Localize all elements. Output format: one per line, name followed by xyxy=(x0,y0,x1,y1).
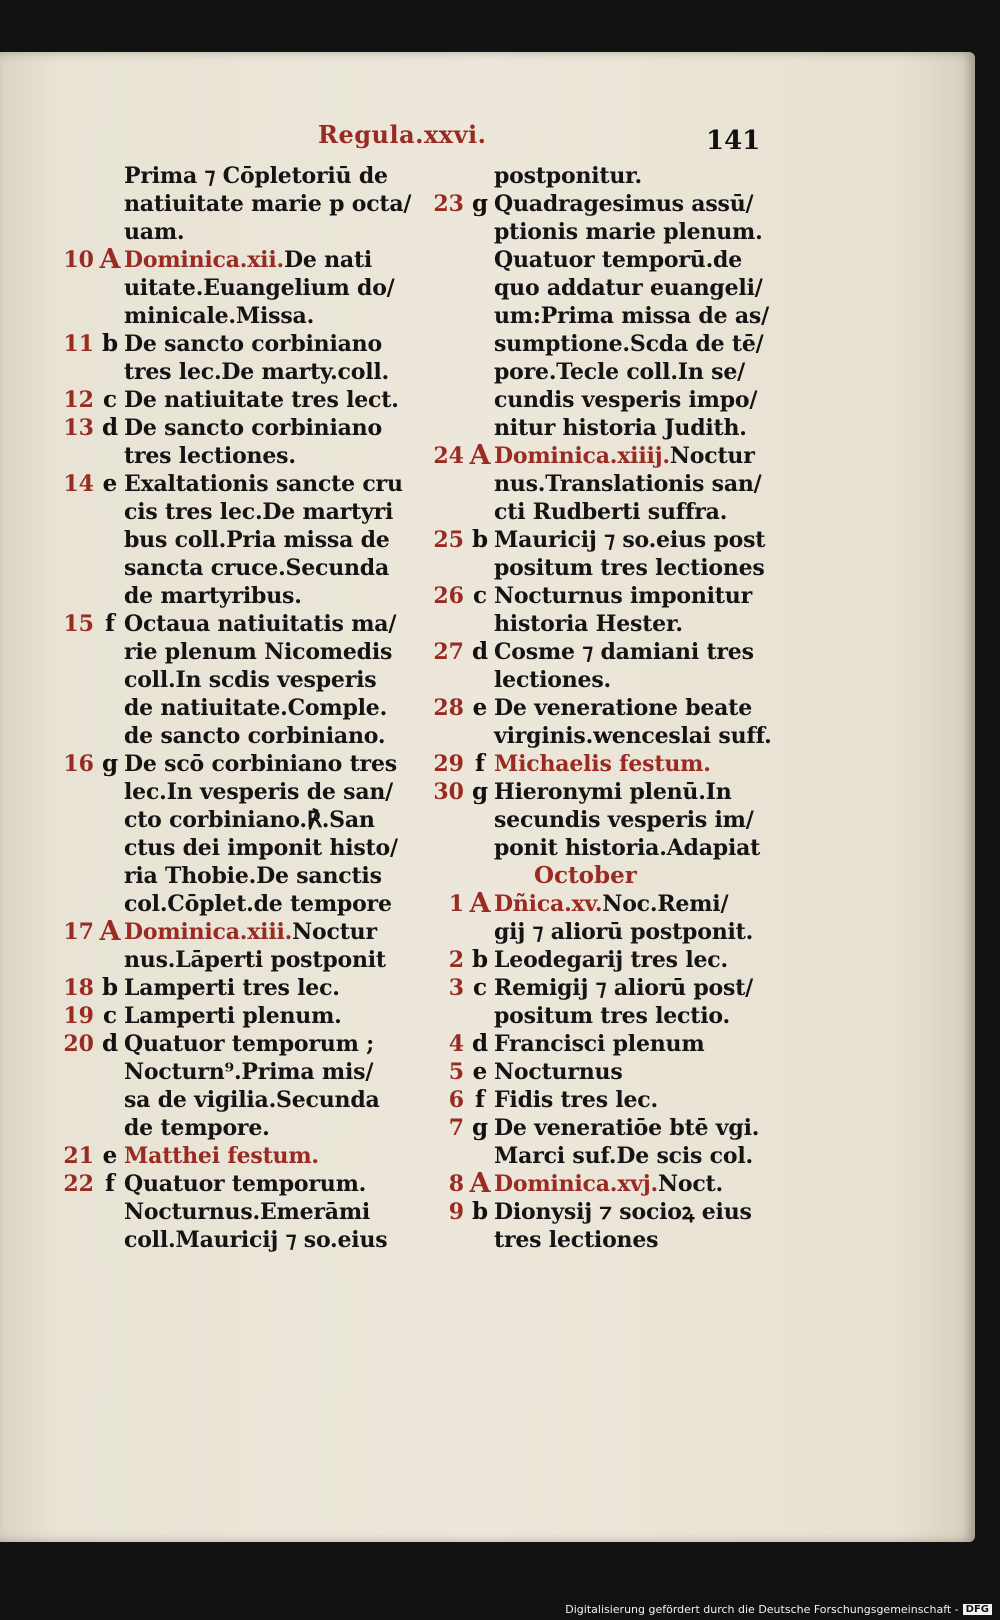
calendar-entry xyxy=(40,1002,410,1030)
entry-line: lec.In vesperis de san/ xyxy=(124,779,394,805)
entry-line: pore.Tecle coll.In se/ xyxy=(494,359,745,385)
day-number: 1 xyxy=(448,891,464,917)
day-number: 19 xyxy=(63,1003,94,1029)
day-number: 11 xyxy=(63,331,94,357)
entry-line: nus.Translationis san/ xyxy=(494,471,762,497)
day-number: 27 xyxy=(433,639,464,665)
calendar-entry xyxy=(40,750,410,918)
dominical-letter: g xyxy=(471,778,489,805)
calendar-entry xyxy=(40,162,410,246)
day-number: 10 xyxy=(63,247,94,273)
entry-line: positum tres lectio. xyxy=(494,1003,730,1029)
entry-line: de natiuitate.Comple. xyxy=(124,695,388,721)
entry-line: tres lectiones xyxy=(494,1227,659,1253)
day-number: 20 xyxy=(63,1031,94,1057)
day-number: 21 xyxy=(63,1143,94,1169)
right-column xyxy=(410,162,780,1254)
calendar-entry xyxy=(410,750,780,778)
entry-line: positum tres lectiones xyxy=(494,555,765,581)
entry-line: ria Thobie.De sanctis xyxy=(124,863,382,889)
dominical-letter: A xyxy=(469,888,491,919)
entry-line: cti Rudberti suffra. xyxy=(494,499,728,525)
entry-line: Exaltationis sancte cru xyxy=(124,471,403,497)
calendar-entry xyxy=(410,1030,780,1058)
dominical-letter: d xyxy=(101,414,119,441)
entry-line: Dionysij ⁊ socioꝝ eius xyxy=(494,1199,752,1225)
entry-line: de tempore. xyxy=(124,1115,270,1141)
entry-line: De veneratiōe btē vgi. xyxy=(494,1115,760,1141)
dominical-letter: b xyxy=(471,526,489,553)
dominical-letter: e xyxy=(472,694,488,721)
entry-line: Octaua natiuitatis ma/ xyxy=(124,611,397,637)
calendar-entry xyxy=(40,470,410,610)
calendar-entry xyxy=(410,946,780,974)
dominical-letter: c xyxy=(472,974,487,1001)
entry-line: rie plenum Nicomedis xyxy=(124,639,393,665)
entry-line: postponitur. xyxy=(494,163,643,189)
entry-line: Mauricij ⁊ so.eius post xyxy=(494,527,766,553)
entry-line: Dñica.xv.Noc.Remi/ xyxy=(494,891,729,917)
dominical-letter: d xyxy=(471,1030,489,1057)
dominical-letter: A xyxy=(469,1168,491,1199)
day-number: 4 xyxy=(448,1031,464,1057)
entry-line: nitur historia Judith. xyxy=(494,415,747,441)
calendar-entry xyxy=(40,1030,410,1142)
day-number: 18 xyxy=(63,975,94,1001)
calendar-entry xyxy=(40,386,410,414)
entry-line: De sancto corbiniano xyxy=(124,331,382,357)
entry-line: nus.Lāperti postponit xyxy=(124,947,386,973)
entry-line: Marci suf.De scis col. xyxy=(494,1143,753,1169)
entry-line: Quatuor temporum. xyxy=(124,1171,367,1197)
calendar-entry xyxy=(410,1114,780,1170)
footer-credit xyxy=(565,1603,992,1616)
entry-line: cis tres lec.De martyri xyxy=(124,499,394,525)
dominical-letter: e xyxy=(472,1058,488,1085)
dominical-letter: b xyxy=(471,946,489,973)
calendar-entry xyxy=(410,974,780,1030)
entry-line: lectiones. xyxy=(494,667,611,693)
entry-line: De sancto corbiniano xyxy=(124,415,382,441)
entry-line: De scō corbiniano tres xyxy=(124,751,397,777)
day-number: 15 xyxy=(63,611,94,637)
day-number: 23 xyxy=(433,191,464,217)
calendar-entry xyxy=(40,330,410,386)
dominical-letter: A xyxy=(469,440,491,471)
dominical-letter: c xyxy=(472,582,487,609)
entry-line: quo addatur euangeli/ xyxy=(494,275,763,301)
entry-line: Dominica.xvj.Noct. xyxy=(494,1171,723,1197)
calendar-entry xyxy=(40,246,410,330)
dominical-letter: c xyxy=(102,1002,117,1029)
entry-line: Lamperti plenum. xyxy=(124,1003,342,1029)
dominical-letter: b xyxy=(101,974,119,1001)
entry-line: virginis.wenceslai suff. xyxy=(494,723,772,749)
month-heading: October xyxy=(534,862,637,889)
calendar-entry xyxy=(410,778,780,862)
entry-line: Nocturnus xyxy=(494,1059,623,1085)
entry-line: sancta cruce.Secunda xyxy=(124,555,390,581)
entry-line: Leodegarij tres lec. xyxy=(494,947,728,973)
dominical-letter: A xyxy=(99,244,121,275)
entry-line: um:Prima missa de as/ xyxy=(494,303,769,329)
calendar-entry xyxy=(410,582,780,638)
entry-line: sa de vigilia.Secunda xyxy=(124,1087,380,1113)
day-number: 24 xyxy=(433,443,464,469)
entry-line: De veneratione beate xyxy=(494,695,752,721)
dominical-letter: f xyxy=(105,610,115,637)
entry-line: Dominica.xii.De nati xyxy=(124,247,373,273)
dfg-logo: DFG xyxy=(963,1604,992,1615)
dominical-letter: g xyxy=(471,1114,489,1141)
entry-line: de martyribus. xyxy=(124,583,302,609)
dominical-letter: g xyxy=(101,750,119,777)
entry-line: cundis vesperis impo/ xyxy=(494,387,758,413)
dominical-letter: e xyxy=(102,470,118,497)
day-number: 9 xyxy=(448,1199,464,1225)
day-number: 6 xyxy=(448,1087,464,1113)
entry-line: Quatuor temporū.de xyxy=(494,247,743,273)
day-number: 8 xyxy=(448,1171,464,1197)
entry-line: Nocturn⁹.Prima mis/ xyxy=(124,1059,374,1085)
entry-line: Nocturnus imponitur xyxy=(494,583,752,609)
entry-line: secundis vesperis im/ xyxy=(494,807,754,833)
entry-line: coll.Mauricij ⁊ so.eius xyxy=(124,1227,388,1253)
entry-line: Quadragesimus assū/ xyxy=(494,191,754,217)
entry-line: Michaelis festum. xyxy=(494,751,711,777)
calendar-entry xyxy=(410,1170,780,1198)
entry-line: Matthei festum. xyxy=(124,1143,319,1169)
day-number: 17 xyxy=(63,919,94,945)
calendar-entry xyxy=(410,190,780,442)
entry-line: col.Cōplet.de tempore xyxy=(124,891,392,917)
dominical-letter: g xyxy=(471,190,489,217)
day-number: 3 xyxy=(448,975,464,1001)
entry-line: ptionis marie plenum. xyxy=(494,219,763,245)
calendar-entry xyxy=(40,1170,410,1254)
day-number: 30 xyxy=(433,779,464,805)
calendar-entry xyxy=(410,526,780,582)
calendar-entry xyxy=(410,442,780,526)
entry-line: ponit historia.Adapiat xyxy=(494,835,761,861)
entry-line: Prima ⁊ Cōpletoriū de xyxy=(124,163,388,189)
entry-line: sumptione.Scda de tē/ xyxy=(494,331,764,357)
day-number: 25 xyxy=(433,527,464,553)
day-number: 29 xyxy=(433,751,464,777)
day-number: 26 xyxy=(433,583,464,609)
entry-line: de sancto corbiniano. xyxy=(124,723,386,749)
dominical-letter: c xyxy=(102,386,117,413)
dominical-letter: f xyxy=(475,750,485,777)
dominical-letter: f xyxy=(475,1086,485,1113)
day-number: 28 xyxy=(433,695,464,721)
day-number: 5 xyxy=(448,1059,464,1085)
entry-line: Remigij ⁊ aliorū post/ xyxy=(494,975,753,1001)
day-number: 16 xyxy=(63,751,94,777)
entry-line: uam. xyxy=(124,219,185,245)
calendar-entry xyxy=(40,918,410,974)
entry-line: Hieronymi plenū.In xyxy=(494,779,732,805)
folio-number: 141 xyxy=(706,126,761,156)
entry-line: Cosme ⁊ damiani tres xyxy=(494,639,754,665)
entry-line: coll.In scdis vesperis xyxy=(124,667,377,693)
day-number: 22 xyxy=(63,1171,94,1197)
entry-line: Quatuor temporum ; xyxy=(124,1031,375,1057)
calendar-entry xyxy=(410,162,780,190)
entry-line: bus coll.Pria missa de xyxy=(124,527,390,553)
entry-line: natiuitate marie p octa/ xyxy=(124,191,412,217)
entry-line: Dominica.xiiij.Noctur xyxy=(494,443,755,469)
dominical-letter: e xyxy=(102,1142,118,1169)
dominical-letter: b xyxy=(471,1198,489,1225)
running-header: Regula.xxvi. xyxy=(318,120,487,149)
entry-line: ctus dei imponit histo/ xyxy=(124,835,398,861)
entry-line: Nocturnus.Emerāmi xyxy=(124,1199,371,1225)
calendar-entry xyxy=(410,694,780,750)
entry-line: Fidis tres lec. xyxy=(494,1087,658,1113)
entry-line: De natiuitate tres lect. xyxy=(124,387,399,413)
footer-text: Digitalisierung gefördert durch die Deutsche Forschungsgemeinschaft - xyxy=(565,1603,959,1616)
entry-line: minicale.Missa. xyxy=(124,303,315,329)
entry-line: historia Hester. xyxy=(494,611,683,637)
calendar-entry xyxy=(410,1058,780,1086)
dominical-letter: d xyxy=(101,1030,119,1057)
calendar-entry xyxy=(410,638,780,694)
entry-line: tres lectiones. xyxy=(124,443,296,469)
entry-line: cto corbiniano.℟.San xyxy=(124,807,375,833)
day-number: 14 xyxy=(63,471,94,497)
day-number: 12 xyxy=(63,387,94,413)
dominical-letter: A xyxy=(99,916,121,947)
calendar-entry xyxy=(410,890,780,946)
entry-line: Francisci plenum xyxy=(494,1031,705,1057)
day-number: 2 xyxy=(448,947,464,973)
calendar-entry xyxy=(40,414,410,470)
day-number: 13 xyxy=(63,415,94,441)
calendar-entry xyxy=(410,1198,780,1254)
calendar-entry xyxy=(40,974,410,1002)
calendar-entry xyxy=(40,610,410,750)
entry-line: Lamperti tres lec. xyxy=(124,975,340,1001)
entry-line: uitate.Euangelium do/ xyxy=(124,275,395,301)
entry-line: gij ⁊ aliorū postponit. xyxy=(494,919,754,945)
day-number: 7 xyxy=(448,1115,464,1141)
entry-line: Dominica.xiii.Noctur xyxy=(124,919,377,945)
calendar-entry xyxy=(410,1086,780,1114)
dominical-letter: f xyxy=(105,1170,115,1197)
entry-line: tres lec.De marty.coll. xyxy=(124,359,389,385)
left-column xyxy=(40,162,410,1254)
calendar-entry xyxy=(40,1142,410,1170)
dominical-letter: b xyxy=(101,330,119,357)
dominical-letter: d xyxy=(471,638,489,665)
